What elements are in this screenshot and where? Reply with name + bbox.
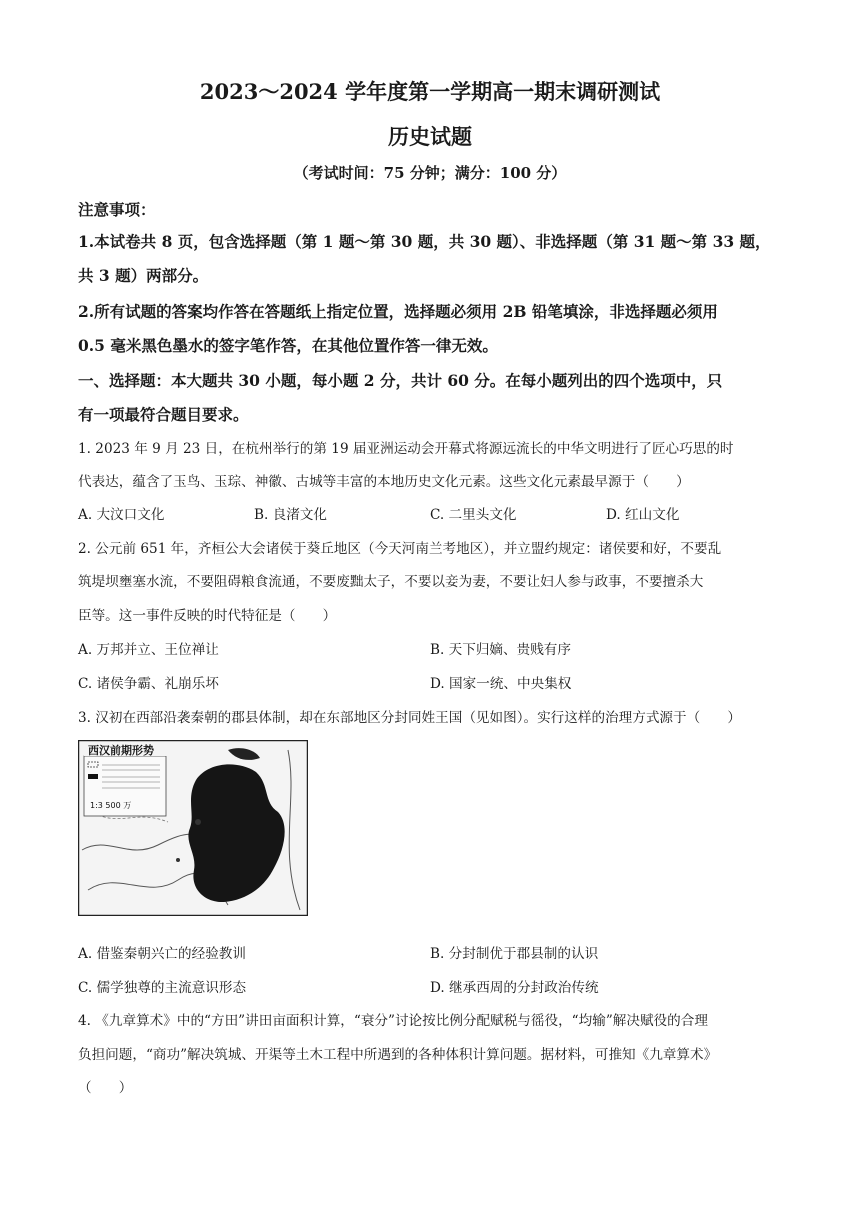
question-2-stem-line-1: 2. 公元前 651 年，齐桓公大会诸侯于葵丘地区（今天河南兰考地区），并立盟约规定：诸侯要和好，不要乱 [78, 541, 722, 557]
question-4-stem-line-2: 负担问题，“商功”解决筑城、开渠等土木工程中所遇到的各种体积计算问题。据材料，可推知《九章算术》 [78, 1047, 718, 1063]
question-3-option-c[interactable]: C. 儒学独尊的主流意识形态 [78, 980, 247, 996]
question-1-stem-line-1: 1. 2023 年 9 月 23 日，在杭州举行的第 19 届亚洲运动会开幕式将源远流长的中华文明进行了匠心巧思的时 [78, 441, 734, 457]
question-1-option-c[interactable]: C. 二里头文化 [430, 507, 517, 523]
question-4-stem-line-3: （ ） [78, 1080, 133, 1096]
question-3-option-b[interactable]: B. 分封制优于郡县制的认识 [430, 946, 599, 962]
exam-title: 2023～2024 学年度第一学期高一期末调研测试 [199, 79, 661, 104]
question-2-option-a[interactable]: A. 万邦并立、王位禅让 [78, 642, 219, 658]
question-2-option-b[interactable]: B. 天下归嫡、贵贱有序 [430, 642, 571, 658]
notice-item-1-line-2: 共 3 题）两部分。 [78, 266, 209, 285]
question-3-option-a[interactable]: A. 借鉴秦朝兴亡的经验教训 [78, 946, 246, 962]
western-han-map [78, 740, 308, 916]
exam-info: （考试时间：75 分钟；满分：100 分） [293, 164, 567, 182]
question-1-stem-line-2: 代表达，蕴含了玉鸟、玉琮、神徽、古城等丰富的本地历史文化元素。这些文化元素最早源于（ ） [78, 474, 690, 490]
notice-heading: 注意事项： [78, 200, 156, 219]
exam-subject: 历史试题 [388, 124, 472, 149]
question-4-stem-line-1: 4. 《九章算术》中的“方田”讲田亩面积计算，“衰分”讨论按比例分配赋税与徭役，“均输”解决赋役的合理 [78, 1013, 708, 1029]
section-1-heading-line-2: 有一项最符合题目要求。 [78, 405, 249, 424]
question-1-option-d[interactable]: D. 红山文化 [606, 507, 680, 523]
question-2-stem-line-2: 筑堤坝壅塞水流，不要阻碍粮食流通，不要废黜太子，不要以妾为妻，不要让妇人参与政事，不要擅杀大 [78, 574, 704, 590]
map-scale: 1:3 500 万 [90, 801, 132, 810]
question-1-option-b[interactable]: B. 良渚文化 [254, 507, 328, 523]
section-1-heading-line-1: 一、选择题：本大题共 30 小题，每小题 2 分，共计 60 分。在每小题列出的四个选项中，只 [78, 371, 723, 390]
notice-item-1-line-1: 1.本试卷共 8 页，包含选择题（第 1 题～第 30 题，共 30 题）、非选择题（第 31 题～第 33 题， [78, 232, 771, 251]
question-1-option-a[interactable]: A. 大汶口文化 [78, 507, 165, 523]
question-2-option-c[interactable]: C. 诸侯争霸、礼崩乐坏 [78, 676, 219, 692]
question-3-option-d[interactable]: D. 继承西周的分封政治传统 [430, 980, 599, 996]
map-title: 西汉前期形势 [88, 744, 154, 757]
notice-item-2-line-2: 0.5 毫米黑色墨水的签字笔作答，在其他位置作答一律无效。 [78, 336, 498, 355]
question-2-option-d[interactable]: D. 国家一统、中央集权 [430, 676, 572, 692]
notice-item-2-line-1: 2.所有试题的答案均作答在答题纸上指定位置，选择题必须用 2B 铅笔填涂，非选择题必须用 [78, 302, 718, 321]
question-3-stem-line-1: 3. 汉初在西部沿袭秦朝的郡县体制，却在东部地区分封同姓王国（见如图）。实行这样的治理方式源于（ ） [78, 710, 741, 726]
question-2-stem-line-3: 臣等。这一事件反映的时代特征是（ ） [78, 608, 337, 624]
